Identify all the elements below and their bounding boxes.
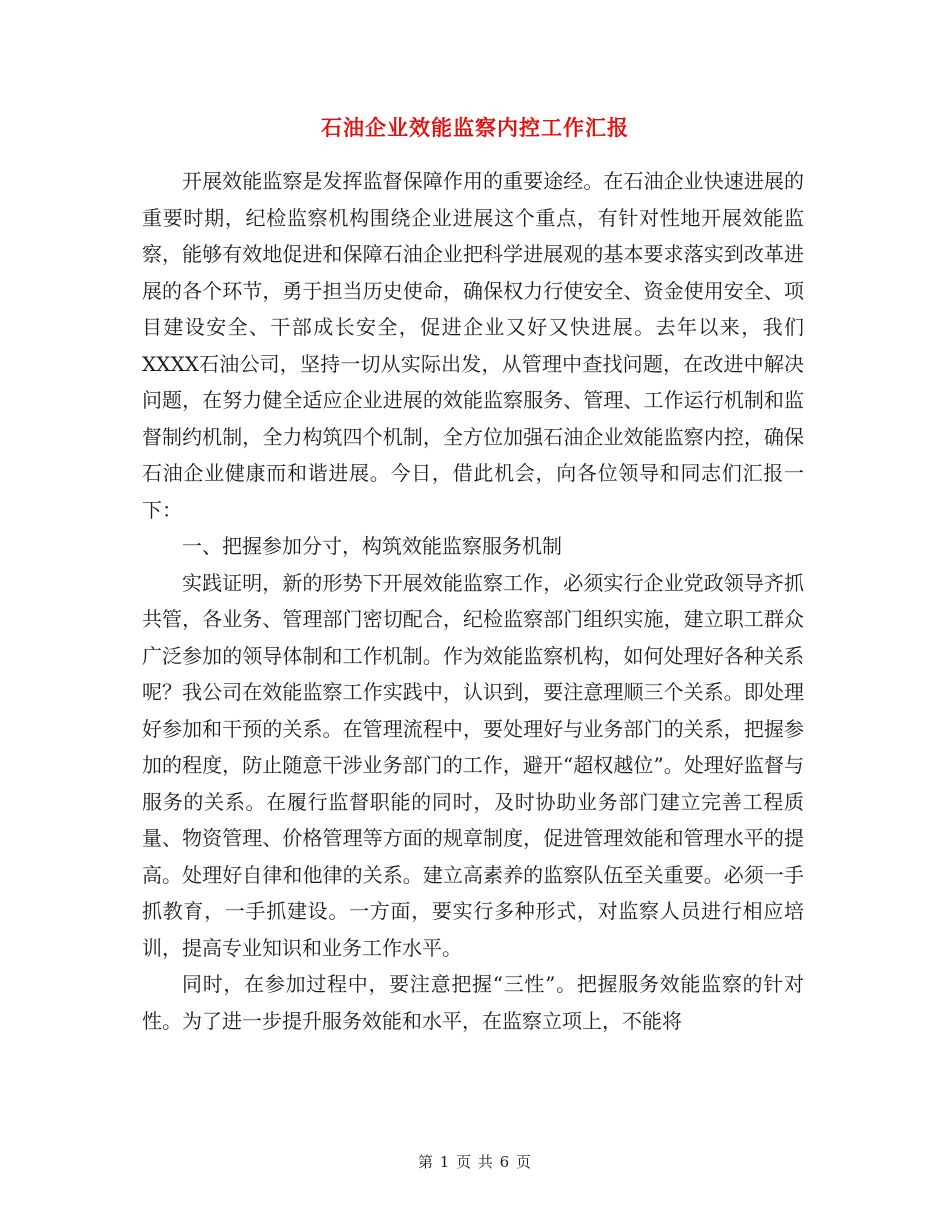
section-heading-1: 一、把握参加分寸，构筑效能监察服务机制 [182, 534, 562, 558]
document-body [142, 163, 804, 1039]
section-1-paragraph: 实践证明，新的形势下开展效能监察工作，必须实行企业党政领导齐抓共管，各业务、管理部门密切配合，纪检监察部门组织实施，建立职工群众广泛参加的领导体制和工作机制。作为效能监察机构，如何处理好各种关系呢？我公司在效能监察工作实践中，认识到，要注意理顺三个关系。即处理好参加和干预的关系。在管理流程中，要处理好与业务部门的关系，把握参加的程度，防止随意干涉业务部门的工作，避开“超权越位”。处理好监督与服务的关系。在履行监督职能的同时，及时协助业务部门建立完善工程质量、物资管理、价格管理等方面的规章制度，促进管理效能和管理水平的提高。处理好自律和他律的关系。建立高素养的监察队伍至关重要。必须一手抓教育，一手抓建设。一方面，要实行多种形式，对监察人员进行相应培训，提高专业知识和业务工作水平。 [142, 570, 804, 960]
section-1-paragraph-continued: 同时，在参加过程中，要注意把握“三性”。把握服务效能监察的针对性。为了进一步提升服务效能和水平，在监察立项上，不能将 [142, 972, 804, 1033]
intro-paragraph: 开展效能监察是发挥监督保障作用的重要途经。在石油企业快速进展的重要时期，纪检监察机构围绕企业进展这个重点，有针对性地开展效能监察，能够有效地促进和保障石油企业把科学进展观的基本要求落实到改革进展的各个环节，勇于担当历史使命，确保权力行使安全、资金使用安全、项目建设安全、干部成长安全，促进企业又好又快进展。去年以来，我们XXXX石油公司，坚持一切从实际出发，从管理中查找问题，在改进中解决问题，在努力健全适应企业进展的效能监察服务、管理、工作运行机制和监督制约机制，全力构筑四个机制，全方位加强石油企业效能监察内控，确保石油企业健康而和谐进展。今日，借此机会，向各位领导和同志们汇报一下： [142, 169, 804, 522]
document-title: 石油企业效能监察内控工作汇报 [321, 115, 629, 140]
page-number-footer: 第 1 页 共 6 页 [418, 1153, 532, 1171]
